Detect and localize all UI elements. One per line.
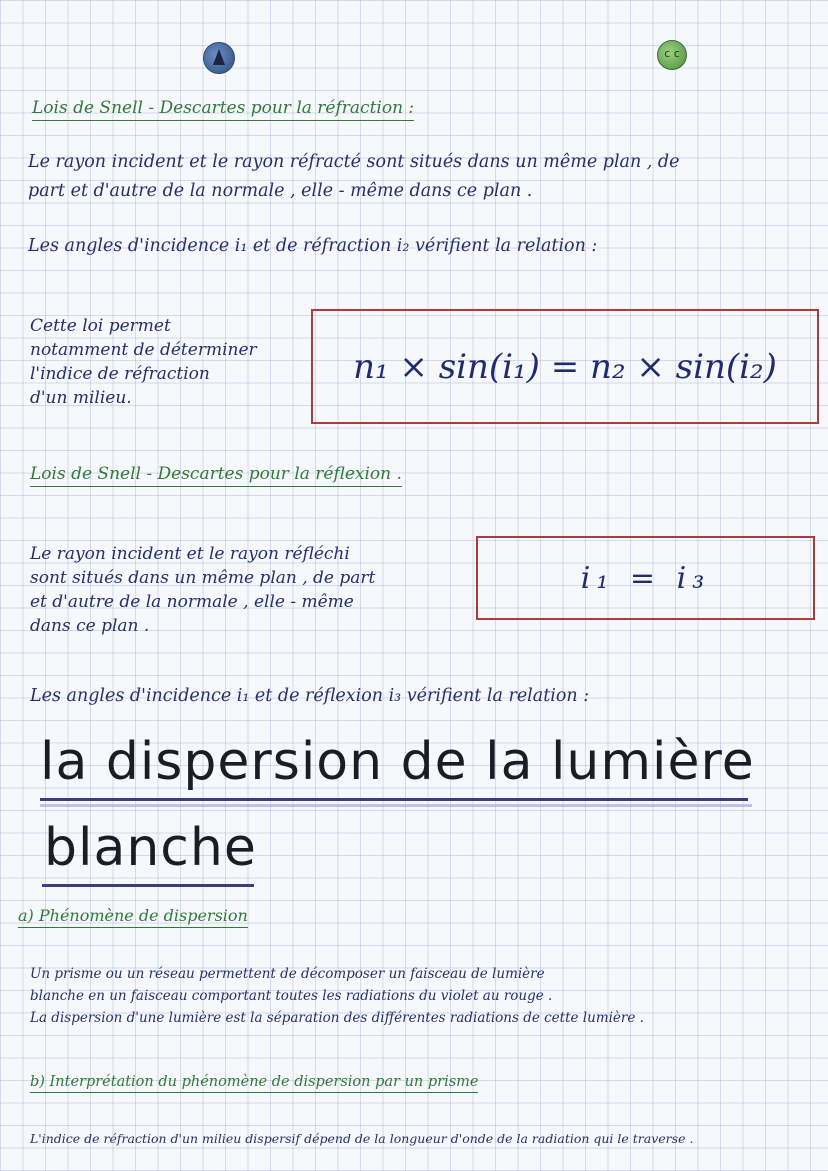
section-a-heading: a) Phénomène de dispersion — [18, 906, 248, 928]
refraction-paragraph-line: Le rayon incident et le rayon réfracté sont situés dans un même plan , de — [28, 152, 680, 172]
note-line: l'indice de réfraction — [30, 364, 210, 384]
reflection-paragraph-line: Le rayon incident et le rayon réfléchi — [30, 544, 350, 564]
reflection-formula: i₁ = i₃ — [580, 560, 711, 596]
reflection-formula-box — [476, 536, 815, 620]
section-a-line: Un prisme ou un réseau permettent de décomposer un faisceau de lumière — [30, 966, 545, 982]
title-underline — [40, 798, 748, 801]
section-b-heading: b) Interprétation du phénomène de dispersion par un prisme — [30, 1074, 478, 1093]
green-smiley-sticker-icon: c c — [657, 40, 687, 70]
refraction-paragraph-line: part et d'autre de la normale , elle - même dans ce plan . — [28, 181, 533, 201]
title-underline — [42, 884, 254, 887]
section-a-text — [30, 963, 825, 1029]
dispersion-title-line1: la dispersion de la lumière — [40, 732, 755, 792]
dispersion-title-line2: blanche — [44, 818, 257, 878]
refraction-heading: Lois de Snell - Descartes pour la réfraction : — [32, 98, 414, 121]
title-highlight — [40, 804, 752, 807]
section-a-line: La dispersion d'une lumière est la séparation des différentes radiations de cette lumière . — [30, 1010, 644, 1026]
section-a-line: blanche en un faisceau comportant toutes les radiations du violet au rouge . — [30, 988, 553, 1004]
refraction-paragraph — [28, 148, 808, 206]
section-b-text: L'indice de réfraction d'un milieu dispersif dépend de la longueur d'onde de la radiation qui le traverse . — [30, 1131, 694, 1146]
reflection-angles-line: Les angles d'incidence i₁ et de réflexion i₃ vérifient la relation : — [30, 686, 590, 706]
refraction-formula: n₁ × sin(i₁) = n₂ × sin(i₂) — [353, 346, 777, 387]
note-line: notamment de déterminer — [30, 340, 257, 360]
refraction-note — [30, 314, 315, 410]
reflection-paragraph — [30, 542, 475, 638]
refraction-angles-line: Les angles d'incidence i₁ et de réfraction i₂ vérifient la relation : — [28, 236, 598, 256]
note-line: Cette loi permet — [30, 316, 171, 336]
blue-sticker-icon — [203, 42, 235, 74]
note-line: d'un milieu. — [30, 388, 132, 408]
reflection-paragraph-line: et d'autre de la normale , elle - même — [30, 592, 354, 612]
refraction-formula-box — [311, 309, 819, 424]
reflection-heading: Lois de Snell - Descartes pour la réflexion . — [30, 464, 402, 487]
reflection-paragraph-line: sont situés dans un même plan , de part — [30, 568, 376, 588]
reflection-paragraph-line: dans ce plan . — [30, 616, 150, 636]
